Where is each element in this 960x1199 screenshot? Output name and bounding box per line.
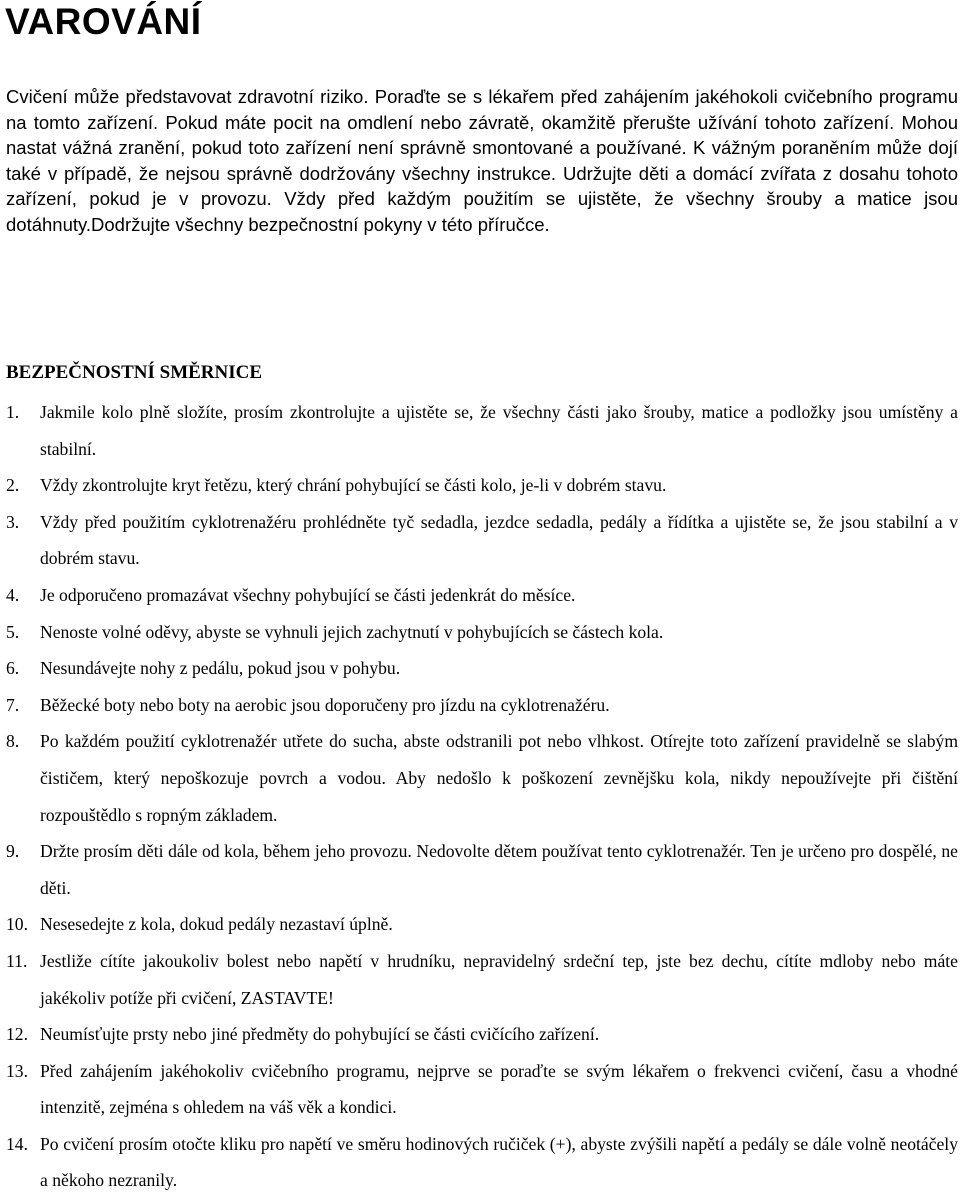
- item-text: Po cvičení prosím otočte kliku pro napětí ve směru hodinových ručiček (+), abyste zvýšili napětí a pedály se dále volně neotáčely a někoho nezranily.: [40, 1133, 958, 1191]
- list-item: [0, 833, 960, 906]
- list-item: [0, 504, 960, 577]
- item-text: Jakmile kolo plně složíte, prosím zkontrolujte a ujistěte se, že všechny části jako šrouby, matice a podložky jsou umístěny a stabilní.: [40, 402, 958, 459]
- list-item: [0, 1016, 960, 1053]
- list-item: [0, 906, 960, 943]
- warning-sentence: Cvičení může představovat zdravotní riziko. Poraďte se s lékařem před zahájením jakéhokoli cvičebního programu na tomto zařízení.: [6, 86, 958, 133]
- page-title: VAROVÁNÍ: [5, 1, 202, 42]
- item-number: 3.: [6, 511, 20, 532]
- list-item: [0, 577, 960, 614]
- item-text: Jestliže cítíte jakoukoliv bolest nebo napětí v hrudníku, nepravidelný srdeční tep, jste bez dechu, cítíte mdloby nebo máte jakékoliv potíže při cvičení, ZASTAVTE!: [40, 950, 958, 1008]
- item-text: Vždy zkontrolujte kryt řetězu, který chrání pohybující se části kolo, je-li v dobrém stavu.: [40, 475, 667, 496]
- warning-sentence: Mohou nastat vážná zranění, pokud toto zařízení není správně smontované a používané.: [6, 111, 959, 159]
- item-number: 12.: [6, 1024, 28, 1045]
- list-item: [0, 467, 960, 504]
- item-number: 6.: [6, 658, 20, 679]
- item-number: 11.: [6, 950, 28, 971]
- item-number: 5.: [6, 621, 20, 642]
- item-number: 7.: [6, 694, 20, 715]
- item-text: Nenoste volné oděvy, abyste se vyhnuli jejich zachytnutí v pohybujících se částech kola.: [40, 621, 664, 642]
- item-text: Před zahájením jakéhokoliv cvičebního programu, nejprve se poraďte se svým lékařem o frekvenci cvičení, času a vhodné intenzitě, zejména s ohledem na váš věk a kondici.: [40, 1060, 958, 1118]
- item-text: Vždy před použitím cyklotrenažéru prohlédněte tyč sedadla, jezdce sedadla, pedály a řídítka a ujistěte se, že jsou stabilní a v dobrém stavu.: [40, 511, 958, 569]
- list-item: [0, 687, 960, 724]
- item-number: 10.: [6, 914, 28, 935]
- item-text: Běžecké boty nebo boty na aerobic jsou doporučeny pro jízdu na cyklotrenažéru.: [40, 694, 610, 715]
- item-number: 9.: [6, 841, 20, 862]
- warning-sentence: Udržujte děti a domácí zvířata z dosahu tohoto zařízení, pokud je v provozu.: [6, 162, 958, 210]
- item-number: 1.: [6, 402, 20, 422]
- list-item: [0, 943, 960, 1016]
- item-text: Po každém použití cyklotrenažér utřete do sucha, abste odstranili pot nebo vlhkost. Otírejte toto zařízení pravidelně se slabým čističem, který nepoškozuje povrch a vodou. Aby nedošlo k poškození zevnějšku kola, nikdy nepoužívejte při čištění rozpouštědlo s ropným základem.: [40, 731, 958, 825]
- list-item: [0, 614, 960, 651]
- item-number: 13.: [6, 1060, 28, 1081]
- item-number: 2.: [6, 475, 20, 496]
- item-number: 8.: [6, 731, 20, 752]
- list-item: [0, 1053, 960, 1126]
- warning-sentence: Vždy před každým použitím se ujistěte, že všechny šrouby a matice jsou dotáhnuty.: [6, 188, 959, 235]
- list-item: [0, 723, 960, 833]
- list-item: [0, 1126, 960, 1199]
- item-number: 14.: [6, 1133, 28, 1154]
- item-text: Neumísťujte prsty nebo jiné předměty do pohybující se části cvičícího zařízení.: [40, 1024, 600, 1045]
- warning-paragraph: [6, 84, 958, 238]
- item-number: 4.: [6, 584, 20, 605]
- item-text: Nesundávejte nohy z pedálu, pokud jsou v pohybu.: [40, 658, 401, 679]
- item-text: Je odporučeno promazávat všechny pohybující se části jedenkrát do měsíce.: [40, 584, 576, 605]
- list-item: [0, 394, 960, 467]
- warning-sentence: K vážným poraněním může dojí také v případě, že nejsou správně dodržovány všechny instrukce.: [6, 137, 959, 184]
- safety-rules-list: [0, 394, 960, 1199]
- item-text: Nesesedejte z kola, dokud pedály nezastaví úplně.: [40, 914, 393, 935]
- section-heading: BEZPEČNOSTNÍ SMĚRNICE: [6, 362, 263, 383]
- list-item: [0, 650, 960, 687]
- warning-sentence: Pokud máte pocit na omdlení nebo závratě, okamžitě přerušte užívání tohoto zařízení.: [165, 111, 895, 133]
- item-text: Držte prosím děti dále od kola, během jeho provozu. Nedovolte dětem používat tento cyklotrenažér. Ten je určeno pro dospělé, ne děti.: [40, 841, 958, 898]
- warning-sentence: Dodržujte všechny bezpečnostní pokyny v této příručce.: [91, 213, 550, 235]
